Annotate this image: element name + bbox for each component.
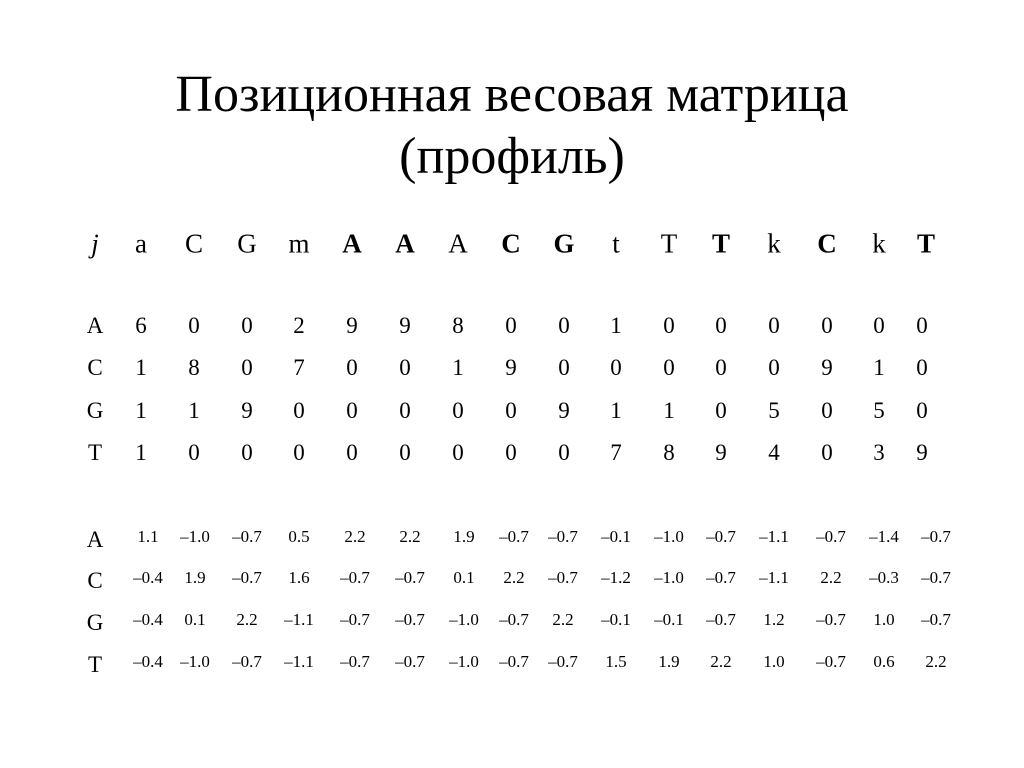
weight-cell: 2.2 — [236, 610, 258, 629]
count-cell: 3 — [873, 440, 885, 465]
count-cell: 0 — [241, 440, 253, 465]
sequence-symbol: k — [767, 228, 781, 259]
weight-cell: –1.0 — [654, 527, 684, 546]
count-cell: 9 — [916, 440, 928, 465]
count-cell: 0 — [293, 440, 305, 465]
count-cell: 0 — [916, 398, 928, 423]
count-cell: 1 — [610, 313, 622, 338]
weight-cell: 2.2 — [344, 527, 366, 546]
count-cell: 0 — [293, 398, 305, 423]
weight-cell: –1.2 — [601, 568, 631, 587]
weight-cell: –1.1 — [284, 652, 314, 671]
count-cell: 1 — [135, 398, 147, 423]
count-cell: 0 — [558, 313, 570, 338]
weight-cell: –0.7 — [706, 527, 736, 546]
count-cell: 5 — [873, 398, 885, 423]
weight-row-label: G — [86, 610, 104, 635]
sequence-symbol: G — [553, 228, 575, 259]
count-cell: 1 — [610, 398, 622, 423]
count-row-label: A — [86, 313, 104, 338]
weight-cell: –0.7 — [548, 527, 578, 546]
count-cell: 0 — [188, 313, 200, 338]
weight-cell: 1.5 — [605, 652, 627, 671]
weight-cell: –0.4 — [133, 610, 163, 629]
count-cell: 9 — [399, 313, 411, 338]
weight-cell: –1.4 — [869, 527, 899, 546]
count-cell: 9 — [558, 398, 570, 423]
sequence-symbol: C — [501, 228, 521, 259]
sequence-symbol: t — [612, 228, 620, 259]
weight-row-label: T — [87, 652, 103, 677]
weight-cell: –1.0 — [654, 568, 684, 587]
weight-cell: –0.4 — [133, 568, 163, 587]
weight-cell: –1.0 — [449, 610, 479, 629]
weight-cell: –1.1 — [759, 568, 789, 587]
weight-cell: 2.2 — [399, 527, 421, 546]
count-cell: 0 — [821, 440, 833, 465]
index-label: j — [91, 228, 99, 259]
weight-cell: –0.7 — [548, 568, 578, 587]
count-cell: 7 — [610, 440, 622, 465]
count-cell: 0 — [916, 313, 928, 338]
count-cell: 1 — [135, 355, 147, 380]
count-cell: 0 — [768, 313, 780, 338]
count-cell: 7 — [293, 355, 305, 380]
count-cell: 1 — [663, 398, 675, 423]
weight-cell: 1.9 — [658, 652, 680, 671]
count-cell: 2 — [293, 313, 305, 338]
weight-cell: –0.1 — [654, 610, 684, 629]
weight-cell: 1.9 — [184, 568, 206, 587]
count-cell: 0 — [715, 355, 727, 380]
count-cell: 0 — [821, 313, 833, 338]
count-cell: 0 — [399, 398, 411, 423]
count-cell: 8 — [452, 313, 464, 338]
weight-cell: 2.2 — [710, 652, 732, 671]
weight-cell: –0.7 — [706, 568, 736, 587]
count-cell: 0 — [558, 355, 570, 380]
weight-cell: –0.7 — [395, 610, 425, 629]
count-cell: 9 — [821, 355, 833, 380]
weight-cell: 1.0 — [873, 610, 895, 629]
count-cell: 0 — [241, 313, 253, 338]
weight-cell: –0.7 — [232, 652, 262, 671]
weight-cell: –0.7 — [921, 527, 951, 546]
weight-cell: –0.7 — [499, 610, 529, 629]
sequence-symbol: C — [817, 228, 837, 259]
count-row-label: G — [86, 398, 104, 423]
weight-cell: 2.2 — [925, 652, 947, 671]
weight-cell: –0.7 — [706, 610, 736, 629]
sequence-symbol: a — [135, 228, 147, 259]
count-cell: 0 — [768, 355, 780, 380]
count-cell: 0 — [663, 313, 675, 338]
sequence-symbol: m — [288, 228, 310, 259]
count-cell: 0 — [346, 398, 358, 423]
count-cell: 5 — [768, 398, 780, 423]
sequence-symbol: k — [872, 228, 886, 259]
weight-cell: –0.3 — [869, 568, 899, 587]
weight-cell: –0.7 — [499, 652, 529, 671]
count-cell: 0 — [399, 355, 411, 380]
weight-cell: –0.7 — [340, 610, 370, 629]
count-cell: 9 — [241, 398, 253, 423]
sequence-symbol: C — [184, 228, 204, 259]
count-cell: 0 — [188, 440, 200, 465]
weight-cell: –1.1 — [284, 610, 314, 629]
count-cell: 0 — [452, 398, 464, 423]
weight-cell: 1.9 — [453, 527, 475, 546]
count-cell: 1 — [188, 398, 200, 423]
count-cell: 9 — [505, 355, 517, 380]
weight-cell: –0.4 — [133, 652, 163, 671]
count-cell: 0 — [873, 313, 885, 338]
weight-cell: 0.1 — [184, 610, 206, 629]
count-cell: 0 — [505, 440, 517, 465]
slide-title-line-1: Позиционная весовая матрица — [175, 66, 849, 123]
count-cell: 0 — [505, 398, 517, 423]
count-cell: 0 — [821, 398, 833, 423]
weight-cell: 1.6 — [288, 568, 310, 587]
weight-cell: –0.7 — [232, 568, 262, 587]
count-cell: 4 — [768, 440, 780, 465]
count-cell: 0 — [916, 355, 928, 380]
count-row-label: T — [87, 440, 103, 465]
weight-cell: –0.7 — [395, 568, 425, 587]
count-cell: 1 — [452, 355, 464, 380]
weight-cell: –0.7 — [921, 568, 951, 587]
sequence-symbol: G — [237, 228, 257, 259]
weight-cell: 1.1 — [137, 527, 159, 546]
count-cell: 0 — [241, 355, 253, 380]
count-row-label: C — [87, 355, 103, 380]
count-cell: 0 — [399, 440, 411, 465]
weight-cell: 0.1 — [453, 568, 475, 587]
count-cell: 0 — [715, 313, 727, 338]
weight-cell: –0.7 — [340, 652, 370, 671]
count-cell: 1 — [873, 355, 885, 380]
weight-cell: –0.7 — [340, 568, 370, 587]
count-cell: 0 — [558, 440, 570, 465]
slide-title-line-2: (профиль) — [399, 128, 625, 185]
weight-row-label: A — [86, 527, 104, 552]
count-cell: 0 — [346, 355, 358, 380]
sequence-symbol: A — [448, 228, 468, 259]
weight-row-label: C — [87, 568, 103, 593]
weight-cell: –0.7 — [499, 527, 529, 546]
count-cell: 0 — [715, 398, 727, 423]
sequence-symbol: T — [711, 228, 731, 259]
weight-cell: –0.1 — [601, 527, 631, 546]
count-cell: 0 — [610, 355, 622, 380]
count-cell: 0 — [663, 355, 675, 380]
sequence-symbol: T — [660, 228, 678, 259]
weight-cell: –0.1 — [601, 610, 631, 629]
weight-cell: 2.2 — [552, 610, 574, 629]
weight-cell: –0.7 — [816, 652, 846, 671]
count-cell: 6 — [135, 313, 147, 338]
weight-cell: 2.2 — [503, 568, 525, 587]
weight-cell: –1.0 — [180, 652, 210, 671]
weight-cell: –0.7 — [921, 610, 951, 629]
weight-cell: 1.0 — [763, 652, 785, 671]
count-cell: 0 — [346, 440, 358, 465]
weight-cell: 1.2 — [763, 610, 785, 629]
sequence-symbol: A — [395, 228, 415, 259]
weight-cell: 0.5 — [288, 527, 310, 546]
count-cell: 8 — [663, 440, 675, 465]
weight-cell: –0.7 — [816, 527, 846, 546]
sequence-symbol: A — [342, 228, 362, 259]
weight-cell: –0.7 — [548, 652, 578, 671]
weight-cell: –0.7 — [395, 652, 425, 671]
weight-cell: –0.7 — [232, 527, 262, 546]
count-cell: 8 — [188, 355, 200, 380]
weight-cell: 2.2 — [820, 568, 842, 587]
weight-cell: –1.0 — [180, 527, 210, 546]
count-cell: 9 — [346, 313, 358, 338]
count-cell: 9 — [715, 440, 727, 465]
sequence-symbol: T — [916, 228, 936, 259]
count-cell: 0 — [505, 313, 517, 338]
count-cell: 1 — [135, 440, 147, 465]
weight-cell: –1.0 — [449, 652, 479, 671]
count-cell: 0 — [452, 440, 464, 465]
weight-cell: 0.6 — [873, 652, 895, 671]
weight-cell: –0.7 — [816, 610, 846, 629]
weight-cell: –1.1 — [759, 527, 789, 546]
